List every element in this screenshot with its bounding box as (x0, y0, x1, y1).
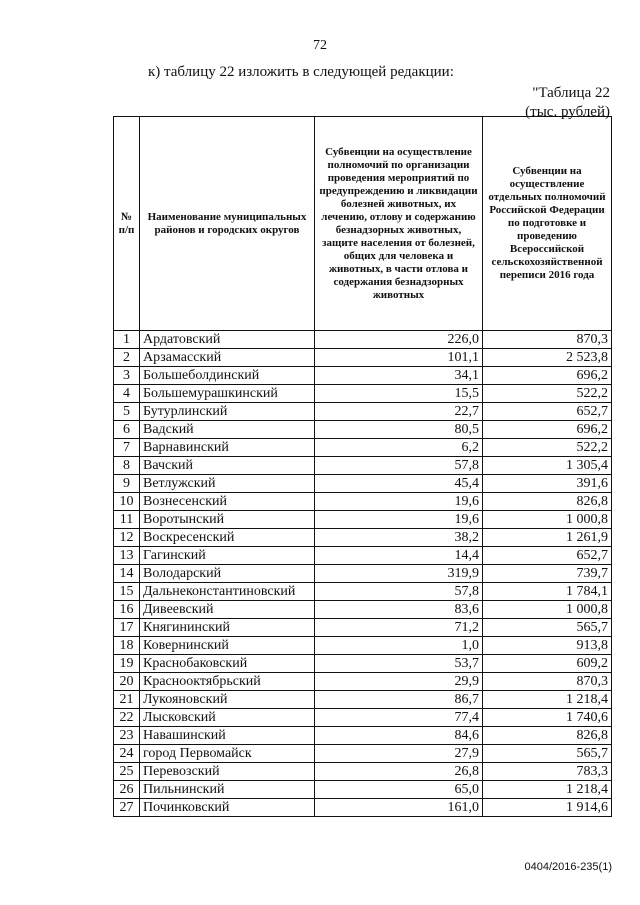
animal-subsidy-value: 83,6 (315, 601, 483, 619)
table-row (114, 637, 612, 655)
table-row (114, 457, 612, 475)
table-body (114, 331, 612, 817)
table-row (114, 493, 612, 511)
row-number: 24 (114, 745, 140, 763)
animal-subsidy-value: 53,7 (315, 655, 483, 673)
census-subsidy-value: 1 740,6 (483, 709, 612, 727)
table-row (114, 709, 612, 727)
animal-subsidy-value: 161,0 (315, 799, 483, 817)
census-subsidy-value: 652,7 (483, 403, 612, 421)
district-name: Вачский (140, 457, 315, 475)
district-name: Перевозский (140, 763, 315, 781)
animal-subsidy-value: 34,1 (315, 367, 483, 385)
census-subsidy-value: 870,3 (483, 331, 612, 349)
census-subsidy-value: 1 914,6 (483, 799, 612, 817)
animal-subsidy-value: 71,2 (315, 619, 483, 637)
district-name: Арзамасский (140, 349, 315, 367)
row-number: 10 (114, 493, 140, 511)
row-number: 26 (114, 781, 140, 799)
census-subsidy-value: 391,6 (483, 475, 612, 493)
table-row (114, 763, 612, 781)
table-row (114, 781, 612, 799)
district-name: Воротынский (140, 511, 315, 529)
census-subsidy-value: 826,8 (483, 493, 612, 511)
animal-subsidy-value: 65,0 (315, 781, 483, 799)
district-name: Пильнинский (140, 781, 315, 799)
district-name: Краснобаковский (140, 655, 315, 673)
animal-subsidy-value: 15,5 (315, 385, 483, 403)
census-subsidy-value: 1 218,4 (483, 691, 612, 709)
district-name: Вознесенский (140, 493, 315, 511)
table-row (114, 385, 612, 403)
census-subsidy-value: 652,7 (483, 547, 612, 565)
census-subsidy-value: 913,8 (483, 637, 612, 655)
row-number: 3 (114, 367, 140, 385)
census-subsidy-value: 1 261,9 (483, 529, 612, 547)
district-name: Большемурашкинский (140, 385, 315, 403)
animal-subsidy-value: 86,7 (315, 691, 483, 709)
animal-subsidy-value: 38,2 (315, 529, 483, 547)
district-name: Лукояновский (140, 691, 315, 709)
page-number: 72 (313, 38, 327, 53)
census-subsidy-value: 1 218,4 (483, 781, 612, 799)
animal-subsidy-value: 319,9 (315, 565, 483, 583)
animal-subsidy-value: 29,9 (315, 673, 483, 691)
table-header-row (114, 117, 612, 331)
animal-subsidy-value: 57,8 (315, 583, 483, 601)
row-number: 6 (114, 421, 140, 439)
census-subsidy-value: 2 523,8 (483, 349, 612, 367)
district-name: Большеболдинский (140, 367, 315, 385)
animal-subsidy-value: 80,5 (315, 421, 483, 439)
table-row (114, 367, 612, 385)
table-row (114, 619, 612, 637)
header-num: № п/п (114, 117, 140, 331)
row-number: 15 (114, 583, 140, 601)
table-row (114, 529, 612, 547)
row-number: 16 (114, 601, 140, 619)
row-number: 13 (114, 547, 140, 565)
district-name: Ковернинский (140, 637, 315, 655)
census-subsidy-value: 1 305,4 (483, 457, 612, 475)
animal-subsidy-value: 101,1 (315, 349, 483, 367)
district-name: город Первомайск (140, 745, 315, 763)
animal-subsidy-value: 14,4 (315, 547, 483, 565)
animal-subsidy-value: 26,8 (315, 763, 483, 781)
census-subsidy-value: 696,2 (483, 367, 612, 385)
district-name: Починковский (140, 799, 315, 817)
animal-subsidy-value: 77,4 (315, 709, 483, 727)
table-row (114, 403, 612, 421)
district-name: Дивеевский (140, 601, 315, 619)
census-subsidy-value: 870,3 (483, 673, 612, 691)
table-row (114, 745, 612, 763)
row-number: 17 (114, 619, 140, 637)
table-row (114, 673, 612, 691)
district-name: Ветлужский (140, 475, 315, 493)
district-name: Ардатовский (140, 331, 315, 349)
district-name: Вадский (140, 421, 315, 439)
table-row (114, 475, 612, 493)
table-row (114, 583, 612, 601)
table-row (114, 349, 612, 367)
table-row (114, 565, 612, 583)
row-number: 22 (114, 709, 140, 727)
census-subsidy-value: 1 000,8 (483, 601, 612, 619)
district-name: Княгининский (140, 619, 315, 637)
table-units: (тыс. рублей) (525, 104, 610, 120)
row-number: 5 (114, 403, 140, 421)
row-number: 1 (114, 331, 140, 349)
census-subsidy-value: 739,7 (483, 565, 612, 583)
district-name: Варнавинский (140, 439, 315, 457)
district-name: Володарский (140, 565, 315, 583)
animal-subsidy-value: 6,2 (315, 439, 483, 457)
table-row (114, 655, 612, 673)
row-number: 4 (114, 385, 140, 403)
row-number: 25 (114, 763, 140, 781)
row-number: 8 (114, 457, 140, 475)
table-row (114, 439, 612, 457)
table-row (114, 691, 612, 709)
row-number: 11 (114, 511, 140, 529)
row-number: 19 (114, 655, 140, 673)
table-row (114, 601, 612, 619)
row-number: 21 (114, 691, 140, 709)
document-code: 0404/2016-235(1) (524, 861, 612, 873)
animal-subsidy-value: 22,7 (315, 403, 483, 421)
census-subsidy-value: 1 000,8 (483, 511, 612, 529)
census-subsidy-value: 696,2 (483, 421, 612, 439)
table-row (114, 727, 612, 745)
table-row (114, 421, 612, 439)
table-row (114, 799, 612, 817)
table-row (114, 547, 612, 565)
animal-subsidy-value: 45,4 (315, 475, 483, 493)
census-subsidy-value: 565,7 (483, 619, 612, 637)
animal-subsidy-value: 19,6 (315, 493, 483, 511)
subsidy-table (113, 116, 612, 817)
table-label: "Таблица 22 (532, 85, 610, 101)
header-name: Наименование муниципальных районов и городских округов (140, 117, 315, 331)
census-subsidy-value: 522,2 (483, 439, 612, 457)
header-animal-subsidy: Субвенции на осуществление полномочий по организации проведения мероприятий по предупреждению и ликвидации болезней животных, их лечению, отлову и содержанию безнадзорных животных, защите населения от болезней, общих для человека и животных, в части отлова и содержания безнадзорных животных (315, 117, 483, 331)
row-number: 12 (114, 529, 140, 547)
census-subsidy-value: 826,8 (483, 727, 612, 745)
animal-subsidy-value: 57,8 (315, 457, 483, 475)
census-subsidy-value: 565,7 (483, 745, 612, 763)
animal-subsidy-value: 84,6 (315, 727, 483, 745)
header-census-subsidy: Субвенции на осуществление отдельных полномочий Российской Федерации по подготовке и проведению Всероссийской сельскохозяйственной переписи 2016 года (483, 117, 612, 331)
census-subsidy-value: 522,2 (483, 385, 612, 403)
district-name: Навашинский (140, 727, 315, 745)
table-row (114, 331, 612, 349)
census-subsidy-value: 783,3 (483, 763, 612, 781)
district-name: Воскресенский (140, 529, 315, 547)
row-number: 9 (114, 475, 140, 493)
row-number: 23 (114, 727, 140, 745)
table-row (114, 511, 612, 529)
row-number: 14 (114, 565, 140, 583)
row-number: 20 (114, 673, 140, 691)
animal-subsidy-value: 19,6 (315, 511, 483, 529)
row-number: 18 (114, 637, 140, 655)
district-name: Лысковский (140, 709, 315, 727)
row-number: 27 (114, 799, 140, 817)
animal-subsidy-value: 1,0 (315, 637, 483, 655)
district-name: Бутурлинский (140, 403, 315, 421)
district-name: Краснооктябрьский (140, 673, 315, 691)
census-subsidy-value: 609,2 (483, 655, 612, 673)
row-number: 7 (114, 439, 140, 457)
animal-subsidy-value: 226,0 (315, 331, 483, 349)
animal-subsidy-value: 27,9 (315, 745, 483, 763)
district-name: Дальнеконстантиновский (140, 583, 315, 601)
district-name: Гагинский (140, 547, 315, 565)
census-subsidy-value: 1 784,1 (483, 583, 612, 601)
row-number: 2 (114, 349, 140, 367)
intro-text: к) таблицу 22 изложить в следующей редакции: (148, 64, 454, 80)
